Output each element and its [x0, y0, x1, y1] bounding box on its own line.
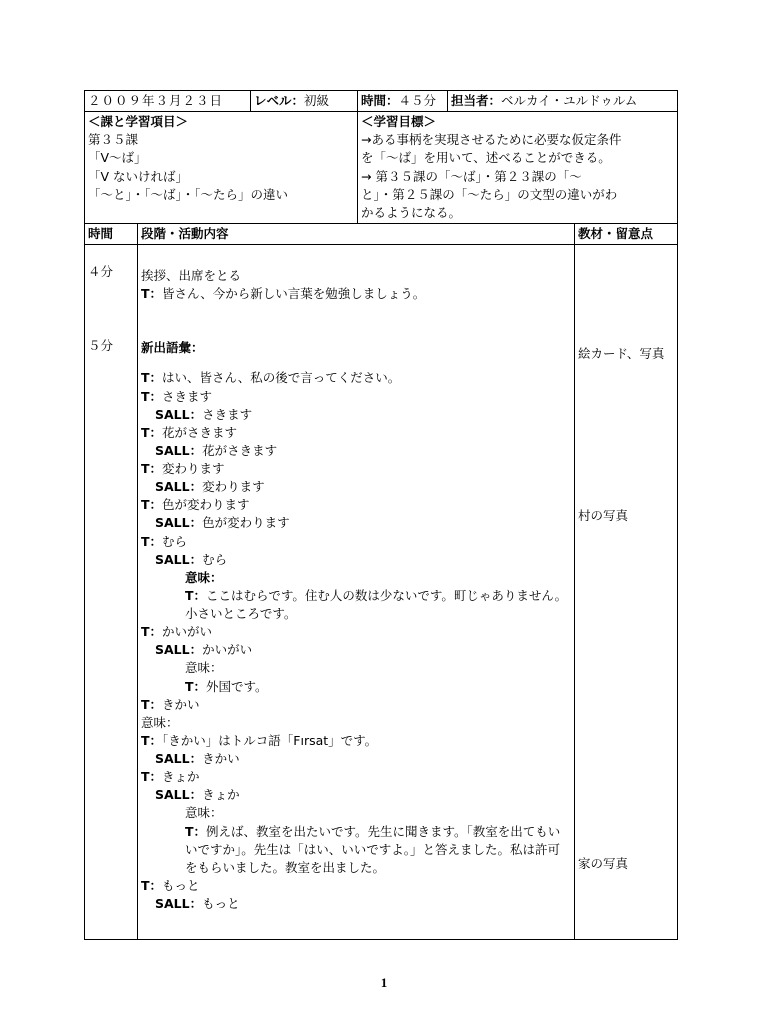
lesson-plan-table: [84, 90, 678, 940]
utterance: もっと: [162, 877, 200, 893]
speaker: SALL：: [155, 442, 203, 458]
utterance: 変わります: [202, 479, 265, 495]
time-entry: ４分: [88, 264, 114, 279]
dialogue-line: [141, 732, 571, 750]
activity-column: [138, 245, 575, 940]
speaker: T：: [141, 461, 163, 476]
speaker: T：: [141, 370, 163, 386]
utterance: 色が変わります: [162, 497, 250, 513]
utterance: 例えば、教室を出たいです。先生に聞きます。「教室を出てもいいですか」。先生は「はい、いいですよ。」と答えました。私は許可をもらいました。教室を出ました。: [185, 823, 561, 875]
dialogue-line: [141, 750, 571, 768]
goal-line: かるようになる。: [361, 204, 462, 220]
speaker: SALL：: [155, 642, 203, 658]
dialogue-line: [141, 786, 571, 804]
col-time-header: 時間: [85, 223, 138, 244]
speaker: T：: [141, 624, 163, 640]
speaker: T：: [141, 696, 163, 712]
speaker: T：: [185, 678, 207, 694]
objectives-row: [85, 112, 678, 224]
utterance: 色が変わります: [202, 515, 290, 531]
speaker: SALL：: [155, 515, 203, 531]
date: ２００９年３月２３日: [88, 93, 224, 108]
dialogue-line: [141, 369, 571, 387]
utterance: もっと: [202, 896, 240, 911]
speaker: SALL：: [155, 551, 203, 567]
utterance: 意味：: [185, 660, 223, 676]
speaker: T：: [141, 732, 163, 748]
utterance: 花がさきます: [162, 424, 238, 440]
utterance: 花がさきます: [202, 442, 278, 458]
utterance: 変わります: [162, 461, 225, 476]
dialogue-line: [141, 895, 571, 913]
speaker: SALL：: [155, 896, 203, 911]
dialogue-line: [141, 478, 571, 496]
goals-cell: [358, 112, 678, 224]
utterance: きょか: [202, 787, 240, 803]
utterance: さきます: [202, 406, 253, 422]
speaker: T：: [141, 877, 163, 893]
dialogue-line: [141, 533, 571, 551]
content-row: [85, 245, 678, 940]
dialogue-line: [141, 587, 571, 623]
section-title: 新出語彙：: [141, 340, 204, 356]
dialogue-line: [141, 696, 571, 714]
section-greeting: [141, 267, 571, 303]
dialogue-line: [141, 714, 571, 732]
speaker: T：: [141, 769, 163, 785]
utterance: 皆さん、今から新しい言葉を勉強しましょう。: [162, 286, 426, 302]
goal-line: → 第３５課の「～ば」・第２３課の「～: [361, 168, 582, 184]
speaker: T：: [141, 286, 163, 302]
dialogue-line: [141, 823, 571, 877]
dialogue-line: [141, 877, 571, 895]
lesson-item: 第３５課: [88, 132, 139, 148]
dialogue-line: [141, 514, 571, 532]
dialogue-line: [141, 768, 571, 786]
speaker: SALL：: [155, 787, 203, 803]
section-title: 挨拶、出席をとる: [141, 268, 242, 283]
page-number: 1: [380, 975, 388, 990]
utterance: はい、皆さん、私の後で言ってください。: [162, 370, 401, 386]
utterance: ここはむらです。住む人の数は少ないです。町じゃありません。小さいところです。: [185, 587, 568, 621]
dialogue-line: [141, 285, 571, 303]
lesson-item: 「V～ば」: [88, 150, 147, 166]
speaker: SALL：: [155, 406, 203, 422]
dialogue-line: [141, 641, 571, 659]
dialogue-line: [141, 424, 571, 442]
time-label: 時間：: [361, 93, 399, 108]
utterance: きかい: [162, 696, 200, 712]
speaker: T：: [141, 533, 163, 549]
dialogue-line: [141, 406, 571, 424]
utterance: かいがい: [162, 624, 213, 640]
dialogue-line: [141, 496, 571, 514]
material-entry: 家の写真: [578, 856, 629, 872]
dialogue-line: [141, 388, 571, 406]
utterance: 意味：: [185, 569, 223, 585]
utterance: きかい: [202, 751, 240, 766]
utterance: むら: [202, 551, 228, 567]
speaker: SALL：: [155, 751, 203, 766]
dialogue-line: [141, 623, 571, 641]
material-entry: 絵カード、写真: [578, 346, 665, 361]
level-label: レベル：: [254, 93, 305, 108]
materials-column: [575, 245, 678, 940]
dialogue-line: [141, 804, 571, 822]
dialogue-line: [141, 460, 571, 478]
time-column: [85, 245, 138, 940]
goal-line: を「～ば」を用いて、述べることができる。: [361, 150, 611, 166]
teacher-label: 担当者：: [451, 93, 502, 108]
col-activity-header: 段階・活動内容: [138, 223, 575, 244]
goal-line: と」・第２５課の「～たら」の文型の違いがわ: [361, 186, 618, 202]
section-vocabulary: [141, 339, 571, 913]
vocab-lines: [141, 369, 571, 913]
goal-line: →ある事柄を実現させるために必要な仮定条件: [361, 132, 622, 148]
dialogue-line: [141, 569, 571, 587]
utterance: 意味：: [141, 714, 179, 730]
col-materials-header: 教材・留意点: [575, 223, 678, 244]
speaker: T：: [185, 823, 207, 839]
teacher-value: ベルカイ・ユルドゥルム: [501, 93, 638, 108]
speaker: T：: [185, 587, 207, 603]
dialogue-line: [141, 551, 571, 569]
time-value: ４５分: [398, 93, 437, 108]
utterance: むら: [162, 533, 188, 549]
date-cell: [85, 91, 251, 112]
teacher-cell: [448, 91, 678, 112]
speaker: T：: [141, 388, 163, 404]
lesson-items-cell: [85, 112, 358, 224]
utterance: さきます: [162, 388, 213, 404]
speaker: SALL：: [155, 479, 203, 495]
utterance: 意味：: [185, 805, 223, 821]
utterance: 外国です。: [206, 678, 268, 694]
lesson-heading: ＜課と学習項目＞: [88, 114, 189, 130]
goal-heading: ＜学習目標＞: [361, 114, 437, 130]
time-cell: [358, 91, 448, 112]
lesson-item: 「～と」・「～ば」・「～たら」の違い: [88, 186, 289, 202]
lesson-item: 「V ないければ」: [88, 168, 189, 184]
column-header-row: [85, 223, 678, 244]
utterance: 「きかい」はトルコ語「Fırsat」です。: [162, 732, 378, 748]
dialogue-line: [141, 678, 571, 696]
level-value: 初級: [304, 93, 330, 108]
speaker: T：: [141, 497, 163, 513]
utterance: きょか: [162, 769, 200, 785]
dialogue-line: [141, 659, 571, 677]
dialogue-line: [141, 442, 571, 460]
header-row: [85, 91, 678, 112]
level-cell: [251, 91, 358, 112]
material-entry: 村の写真: [578, 508, 629, 524]
time-entry: ５分: [88, 338, 114, 354]
utterance: かいがい: [202, 642, 253, 658]
speaker: T：: [141, 424, 163, 440]
